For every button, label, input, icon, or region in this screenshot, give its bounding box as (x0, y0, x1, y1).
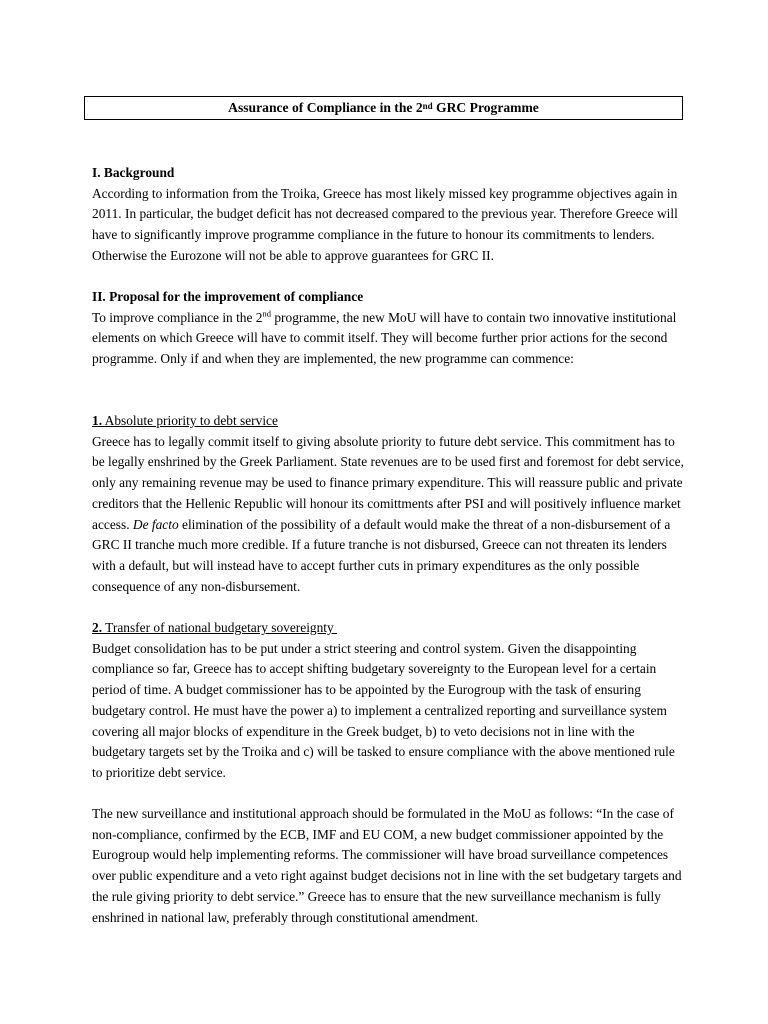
proposal-body-suffix: programme, the new MoU will have to contain two innovative institutional elements on which Greece will have to commit itself. They will become further prior actions for the second programme. Only if and when they are implemented, the new programme can commence: (92, 309, 677, 367)
document-title: Assurance of Compliance in the 2 $^{nd}$ GRC Programme (84, 96, 683, 120)
proposal-superscript: nd (262, 308, 271, 319)
title-suffix: GRC Programme (432, 100, 539, 115)
item1-heading (92, 411, 685, 432)
proposal-body-prefix: To improve compliance in the 2 (92, 309, 263, 325)
item2-body: Budget consolidation has to be put under a strict steering and control system. Given the disappointing compliance so far, Greece has to accept shifting budgetary sovereignty to the European level for a certain period of time. A budget commissioner has to be appointed by the Eurogroup with the task of ensuring budgetary control. He must have the power a) to implement a centralized reporting and surveillance system covering all major blocks of expenditure in the Greek budget, b) to veto decisions not in line with the budgetary targets set by the Troika and c) will be tasked to ensure compliance with the above mentioned rule to prioritize debt service. (92, 640, 675, 780)
item1-title: Absolute priority to debt service (102, 413, 278, 428)
item2-number: 2. (92, 620, 103, 635)
section-item-1 (92, 411, 685, 597)
item1-body-suffix: elimination of the possibility of a default would make the threat of a non-disbursement of a GRC II tranche much more credible. If a future tranche is not disbursed, Greece can not threaten its lenders with a default, but will instead have to accept further cuts in primary expenditures as the only possible consequence of any non-disbursement. (92, 516, 671, 594)
closing-body: The new surveillance and institutional approach should be formulated in the MoU as follows: “In the case of non-compliance, confirmed by the ECB, IMF and EU COM, a new budget commissioner appointed by the Eurogroup would help implementing reforms. The commissioner will have broad surveillance competences over public expenditure and a veto right against budget decisions not in line with the set budgetary targets and the rule giving priority to debt service.” Greece has to ensure that the new surveillance mechanism is fully enshrined in national law, preferably through constitutional amendment. (92, 806, 682, 925)
proposal-heading: II. Proposal for the improvement of compliance (92, 289, 364, 304)
item1-body (92, 432, 685, 598)
title-prefix: Assurance of Compliance in the 2 (228, 100, 423, 115)
proposal-body (92, 308, 685, 370)
item1-body-italic: De facto (132, 516, 179, 532)
background-body: According to information from the Troika, Greece has most likely missed key programme objectives again in 2011. In particular, the budget deficit has not decreased compared to the previous year. Therefore Greece will have to significantly improve programme compliance in the future to honour its commitments to lenders. Otherwise the Eurozone will not be able to approve guarantees for GRC II. (92, 185, 678, 263)
section-proposal (92, 287, 685, 370)
item2-heading (92, 618, 685, 639)
item1-body-prefix: Greece has to legally commit itself to giving absolute priority to future debt service. This commitment has to be legally enshrined by the Greek Parliament. State revenues are to be used first and foremost for debt service, only any remaining revenue may be used to finance primary expenditure. This will reassure public and private creditors that the Hellenic Republic will honour its comittments after PSI and will positively influence market access. (92, 433, 684, 532)
section-item-2 (92, 618, 685, 784)
section-background (92, 163, 685, 267)
item1-number: 1. (92, 413, 103, 428)
background-heading: I. Background (92, 165, 175, 180)
section-closing (92, 804, 685, 928)
item2-title: Transfer of national budgetary sovereignty (102, 620, 338, 635)
